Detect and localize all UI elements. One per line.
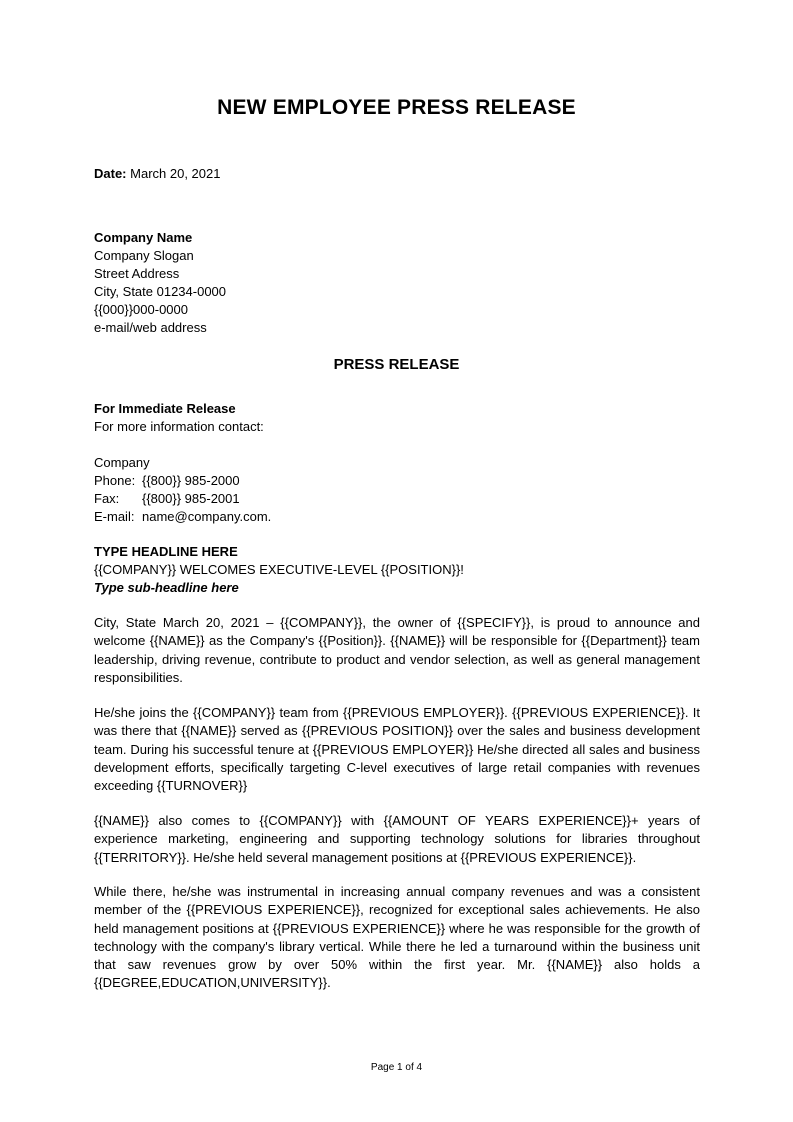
- fax-value: {{800}} 985-2001: [142, 491, 240, 506]
- phone-value: {{800}} 985-2000: [142, 473, 240, 488]
- company-name: Company Name: [94, 230, 193, 245]
- body-paragraph-2: He/she joins the {{COMPANY}} team from {{PREVIOUS EMPLOYER}}. {{PREVIOUS EXPERIENCE}}. It was there that {{NAME}} served as {{PREVIOUS POSITION}} over the sales and business development team. During his successful tenure at {{PREVIOUS EMPLOYER}} He/she directed all sales and business development efforts, specifically targeting C-level executives of large retail companies with revenues exceeding {{TURNOVER}}: [94, 705, 700, 794]
- company-slogan: Company Slogan: [94, 248, 194, 263]
- headline-block: [94, 543, 700, 597]
- release-block: [94, 400, 700, 436]
- company-info-block: [94, 229, 700, 337]
- headline-text: {{COMPANY}} WELCOMES EXECUTIVE-LEVEL {{POSITION}}!: [94, 562, 464, 577]
- document-title: NEW EMPLOYEE PRESS RELEASE: [217, 96, 576, 119]
- email-label: E-mail:: [94, 509, 135, 524]
- more-info-contact: For more information contact:: [94, 419, 264, 434]
- email-value: name@company.com.: [142, 509, 272, 524]
- contact-company: Company: [94, 455, 150, 470]
- date-value: March 20, 2021: [130, 166, 221, 181]
- contact-fax-row: [94, 490, 700, 508]
- body-paragraph-3: {{NAME}} also comes to {{COMPANY}} with {{AMOUNT OF YEARS EXPERIENCE}}+ years of experience marketing, engineering and supporting technology solutions for libraries throughout {{TERRITORY}}. He/she held several management positions at {{PREVIOUS EXPERIENCE}}.: [94, 813, 700, 865]
- date-label: Date:: [94, 166, 127, 181]
- sub-headline: Type sub-headline here: [94, 580, 239, 595]
- company-web: e-mail/web address: [94, 320, 207, 335]
- phone-label: Phone:: [94, 473, 136, 488]
- fax-label: Fax:: [94, 491, 120, 506]
- street-address: Street Address: [94, 266, 180, 281]
- page-number: Page 1 of 4: [370, 1062, 423, 1073]
- immediate-release: For Immediate Release: [94, 401, 236, 416]
- company-phone: {{000}}000-0000: [94, 302, 188, 317]
- press-release-heading: PRESS RELEASE: [333, 356, 460, 373]
- date-line: [94, 165, 700, 183]
- contact-phone-row: [94, 472, 700, 490]
- contact-block: [94, 454, 700, 526]
- body-paragraph-1: City, State March 20, 2021 – {{COMPANY}}, the owner of {{SPECIFY}}, is proud to announce and welcome {{NAME}} as the Company's {{Position}}. {{NAME}} will be responsible for {{Department}} team leadership, driving revenue, contribute to product and vendor selection, as well as general management responsibilities.: [94, 615, 700, 685]
- city-state: City, State 01234-0000: [94, 284, 227, 299]
- contact-email-row: [94, 508, 700, 526]
- headline-label: TYPE HEADLINE HERE: [94, 544, 238, 559]
- body-paragraph-4: While there, he/she was instrumental in increasing annual company revenues and was a consistent member of the {{PREVIOUS EXPERIENCE}}, recognized for exceptional sales achievements. He also held management positions at {{PREVIOUS EXPERIENCE}} where he was responsible for the growth of technology with the company's library vertical. While there he led a turnaround within the business unit that saw revenues grow by over 50% within the first year. Mr. {{NAME}} also holds a {{DEGREE,EDUCATION,UNIVERSITY}}.: [94, 884, 700, 991]
